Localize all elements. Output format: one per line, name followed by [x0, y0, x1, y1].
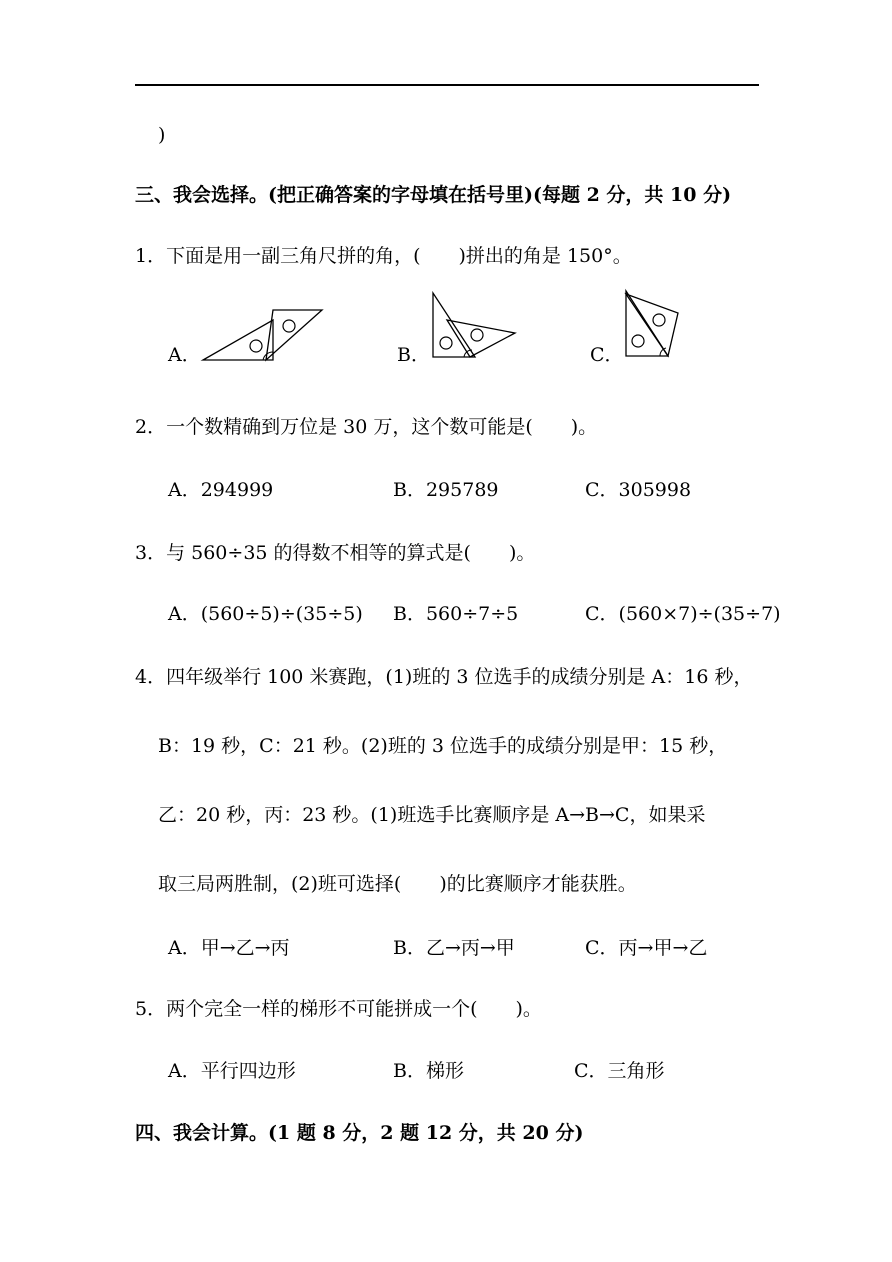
q3-option-a: A．(560÷5)÷(35÷5) [168, 603, 363, 625]
q1-stem: 1．下面是用一副三角尺拼的角，( )拼出的角是 150°。 [135, 245, 632, 267]
previous-question-tail: ) [158, 124, 166, 146]
q1-option-a-figure [200, 305, 326, 365]
q5-stem: 5．两个完全一样的梯形不可能拼成一个( )。 [135, 998, 542, 1020]
q2-stem: 2．一个数精确到万位是 30 万，这个数可能是( )。 [135, 416, 598, 438]
section-4-heading: 四、我会计算。(1 题 8 分，2 题 12 分，共 20 分) [135, 1122, 584, 1144]
q2-option-c: C．305998 [585, 479, 692, 501]
q4-option-b: B．乙→丙→甲 [393, 937, 515, 959]
q4-stem-line-3: 乙：20 秒，丙：23 秒。(1)班选手比赛顺序是 A→B→C，如果采 [158, 804, 706, 826]
q1-option-b-label: B． [397, 344, 430, 366]
q4-option-c: C．丙→甲→乙 [585, 937, 708, 959]
q1-option-c-label: C． [590, 344, 624, 366]
q2-option-a: A．294999 [168, 479, 274, 501]
q5-option-c: C．三角形 [574, 1060, 665, 1082]
q3-stem: 3．与 560÷35 的得数不相等的算式是( )。 [135, 542, 536, 564]
q4-option-a: A．甲→乙→丙 [168, 937, 290, 959]
q4-stem-line-1: 4．四年级举行 100 米赛跑，(1)班的 3 位选手的成绩分别是 A：16 秒， [135, 666, 753, 688]
q5-option-a: A．平行四边形 [168, 1060, 296, 1082]
section-3-heading: 三、我会选择。(把正确答案的字母填在括号里)(每题 2 分，共 10 分) [135, 184, 732, 206]
q4-stem-line-2: B：19 秒，C：21 秒。(2)班的 3 位选手的成绩分别是甲：15 秒， [158, 735, 728, 757]
top-rule [135, 84, 759, 86]
q3-option-c: C．(560×7)÷(35÷7) [585, 603, 781, 625]
q1-option-c-figure [620, 288, 684, 362]
q5-option-b: B．梯形 [393, 1060, 464, 1082]
q2-option-b: B．295789 [393, 479, 499, 501]
q1-option-b-figure [428, 290, 520, 362]
q4-stem-line-4: 取三局两胜制，(2)班可选择( )的比赛顺序才能获胜。 [158, 873, 637, 895]
q3-option-b: B．560÷7÷5 [393, 603, 519, 625]
q1-option-a-label: A． [168, 344, 201, 366]
